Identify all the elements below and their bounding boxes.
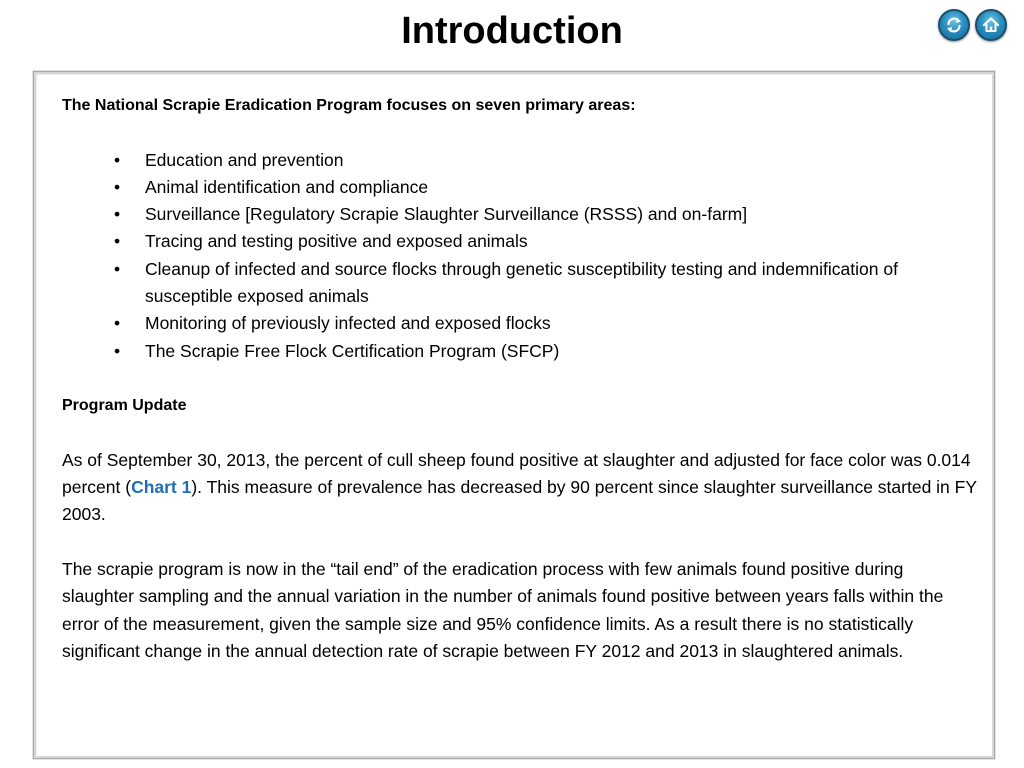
list-item: • Monitoring of previously infected and exposed flocks	[62, 310, 977, 337]
refresh-arrows-icon	[944, 15, 964, 35]
bullet-icon: •	[114, 176, 121, 197]
slide-title: Introduction	[401, 10, 623, 52]
home-icon	[981, 15, 1001, 35]
update-paragraph: As of September 30, 2013, the percent of cull sheep found positive at slaughter and adjusted for face color was 0.014 percent (Chart 1). This measure of prevalence has decreased by 90 percent since slaughter surveillance started in FY 2003.	[62, 449, 977, 525]
list-item: • Surveillance [Regulatory Scrapie Slaughter Surveillance (RSSS) and on-farm]	[62, 201, 977, 228]
list-item: • The Scrapie Free Flock Certification Program (SFCP)	[62, 338, 977, 365]
bullet-icon: •	[114, 258, 121, 279]
home-button[interactable]	[975, 9, 1007, 41]
list-item: • Tracing and testing positive and exposed animals	[62, 228, 977, 255]
content-body	[62, 92, 977, 665]
back-button[interactable]	[938, 9, 970, 41]
bullet-icon: •	[114, 313, 121, 334]
list-item: • Cleanup of infected and source flocks through genetic susceptibility testing and indemnification of susceptible exposed animals	[62, 256, 977, 311]
areas-list	[62, 147, 977, 365]
intro-heading: The National Scrapie Eradication Program focuses on seven primary areas:	[62, 97, 636, 114]
update-heading: Program Update	[62, 397, 187, 415]
tail-end-paragraph: The scrapie program is now in the “tail end” of the eradication process with few animals found positive during slaughter sampling and the annual variation in the number of animals found positive between years falls within the error of the measurement, given the sample size and 95% confidence limits. As a result there is no statistically significant change in the annual detection rate of scrapie between FY 2012 and 2013 in slaughtered animals.	[62, 559, 944, 661]
list-item: • Animal identification and compliance	[62, 174, 977, 201]
bullet-icon: •	[114, 340, 121, 361]
nav-buttons	[938, 9, 1007, 41]
content-panel	[33, 71, 995, 759]
bullet-icon: •	[114, 149, 121, 170]
bullet-icon: •	[114, 231, 121, 252]
chart-1-link[interactable]: Chart 1	[131, 477, 192, 498]
list-item: • Education and prevention	[62, 147, 977, 174]
bullet-icon: •	[114, 204, 121, 225]
